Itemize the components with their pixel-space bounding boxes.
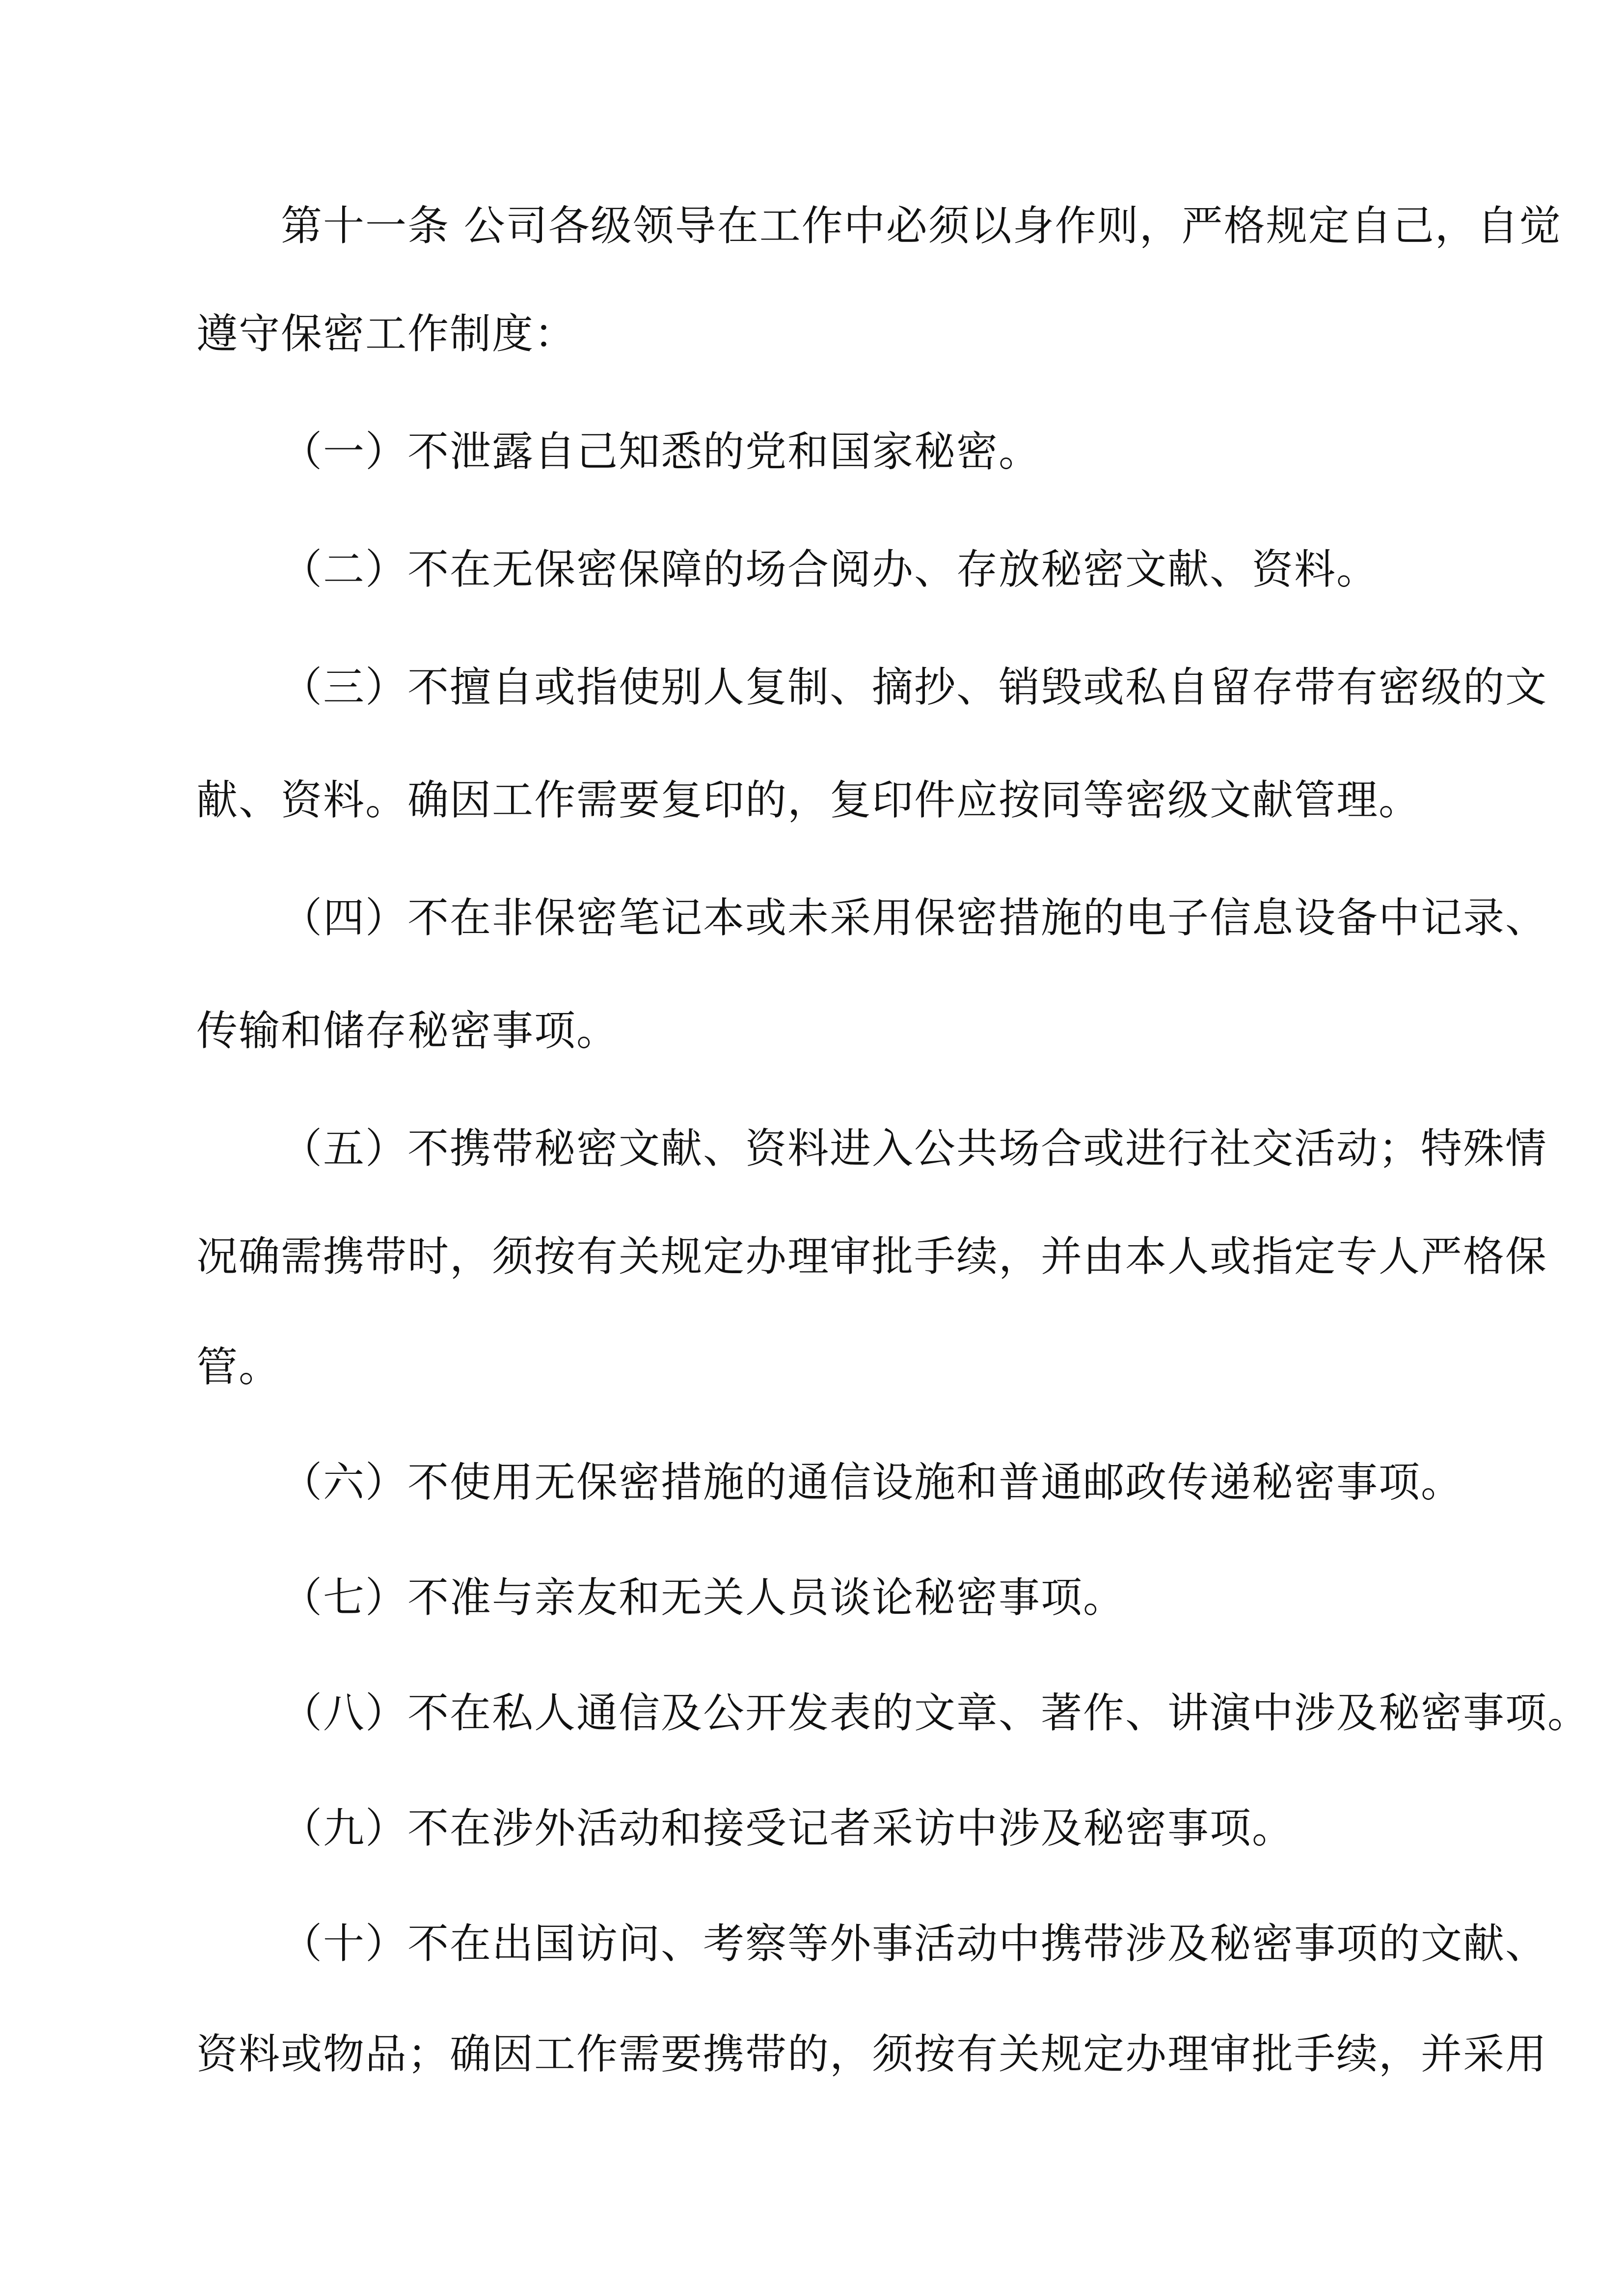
item-3: （三）不擅自或指使别人复制、摘抄、销毁或私自留存带有密级的文 [281, 663, 1548, 711]
item-5: （五）不携带秘密文献、资料进入公共场合或进行社交活动；特殊情 [281, 1124, 1548, 1173]
article-11-heading-cont: 遵守保密工作制度： [196, 310, 577, 358]
item-8: （八）不在私人通信及公开发表的文章、著作、讲演中涉及秘密事项。 [281, 1689, 1590, 1737]
item-3-cont: 献、资料。确因工作需要复印的，复印件应按同等密级文献管理。 [196, 776, 1421, 824]
item-10-cont: 资料或物品；确因工作需要携带的，须按有关规定办理审批手续，并采用 [196, 2030, 1548, 2078]
item-7: （七）不准与亲友和无关人员谈论秘密事项。 [281, 1574, 1126, 1622]
article-11-heading: 第十一条 公司各级领导在工作中必须以身作则，严格规定自己，自觉 [281, 202, 1562, 250]
item-6: （六）不使用无保密措施的通信设施和普通邮政传递秘密事项。 [281, 1458, 1463, 1506]
item-5-cont: 况确需携带时，须按有关规定办理审批手续，并由本人或指定专人严格保 [196, 1232, 1548, 1281]
item-10: （十）不在出国访问、考察等外事活动中携带涉及秘密事项的文献、 [281, 1920, 1548, 1968]
item-9: （九）不在涉外活动和接受记者采访中涉及秘密事项。 [281, 1804, 1295, 1852]
item-1: （一）不泄露自己知悉的党和国家秘密。 [281, 427, 1041, 476]
item-2: （二）不在无保密保障的场合阅办、存放秘密文献、资料。 [281, 545, 1379, 593]
item-4: （四）不在非保密笔记本或未采用保密措施的电子信息设备中记录、 [281, 894, 1548, 942]
item-5-cont-2: 管。 [196, 1343, 281, 1391]
item-4-cont: 传输和储存秘密事项。 [196, 1007, 619, 1055]
